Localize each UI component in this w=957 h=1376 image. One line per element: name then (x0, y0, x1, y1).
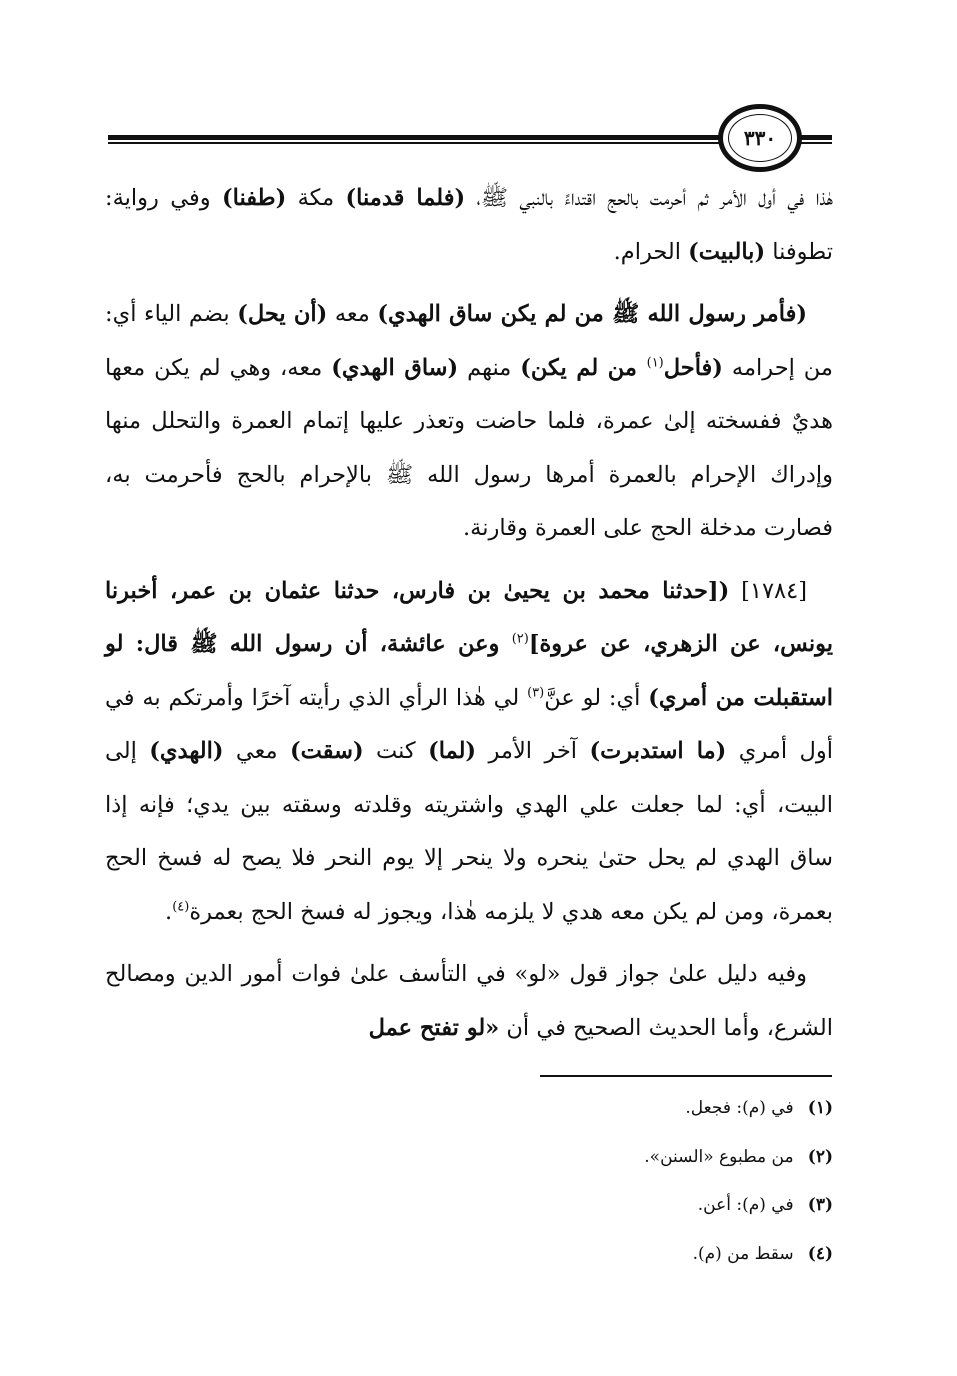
bold-text: (فلما قدمنا) (345, 185, 466, 211)
footnote-number: (١) (807, 1098, 833, 1118)
text-run: لي هٰذا الرأي الذي رأيته آخرًا وأمرتكم به في أول أمري (105, 684, 833, 764)
bold-text: من لم يكن) (520, 354, 647, 381)
text-run: معه، وهي لم يكن معها هديٌ ففسخته إلىٰ عمرة، فلما حاضت وتعذر عليها إتمام العمرة والتحلل منها وإدراك الإحرام بالعمرة أمرها رسول الله ﷺ بالإحرام بالحج فأحرمت به، فصارت مدخلة الحج على العمرة وقارنة. (105, 354, 833, 541)
footnote-number: (٤) (807, 1243, 833, 1264)
bold-text: (أن يحل) (237, 301, 328, 327)
body-text (105, 172, 833, 1064)
text-run: . (165, 898, 173, 925)
paragraph-4 (105, 948, 833, 1055)
footnote-text: في (م): أعن. (697, 1195, 794, 1215)
bold-text: (الهدي) (149, 738, 224, 764)
footnote-separator (540, 1075, 832, 1077)
footnote-text: من مطبوع «السنن». (644, 1146, 794, 1167)
bold-text: (سقت) (290, 738, 364, 764)
text-run: أي: لو عنَّ (544, 684, 649, 711)
footnote-ref: (٢) (511, 631, 529, 647)
footnotes (105, 1093, 833, 1287)
paragraph-2 (105, 288, 833, 556)
bold-text: (لما) (428, 738, 477, 764)
text-run: وفيه دليل علىٰ جواز قول «لو» في التأسف علىٰ فوات أمور الدين ومصالح الشرع، وأما الحديث الصحيح في أن (105, 961, 833, 1041)
footnote-text: سقط من (م). (692, 1243, 794, 1264)
footnote-2 (105, 1142, 833, 1191)
footnote-number: (٣) (807, 1195, 833, 1215)
bold-text: (بالبيت) (688, 238, 766, 265)
bold-text: ([حدثنا محمد بن يحيىٰ بن فارس، حدثنا عثمان بن عمر، أخبرنا يونس، عن الزهري، عن عروة] (105, 577, 833, 657)
header-rule-end (800, 135, 832, 144)
bold-text: وعن عائشة، أن رسول الله ﷺ قال: لو استقبلت من أمري) (105, 631, 833, 711)
header-rule (108, 135, 720, 144)
bold-text: (طفنا) (221, 185, 287, 211)
text-run: وفي رواية: تطوفنا (105, 185, 833, 265)
text-run: إلى البيت، أي: لما جعلت علي الهدي واشتريته وقلدته وسقته بين يدي؛ فإنه إذا ساق الهدي لم يحل حتىٰ ينحره ولا ينحر إلا يوم النحر فلا يصح له فسخ الحج بعمرة، ومن لم يكن معه هدي لا يلزمه هٰذا، ويجوز له فسخ الحج بعمرة (105, 738, 833, 925)
footnote-3 (105, 1190, 833, 1239)
page-number: ٣٣٠ (743, 126, 777, 150)
text-run: هٰذا في أول الأمر ثم أحرمت بالحج اقتداءً بالنبي ﷺ، (465, 185, 833, 211)
footnote-ref: (٣) (527, 685, 545, 700)
footnote-1 (105, 1093, 833, 1142)
text-run: معي (223, 738, 290, 764)
footnote-number: (٢) (807, 1146, 833, 1167)
text-run: كنت (363, 738, 429, 764)
bold-text: (ساق الهدي) (331, 354, 459, 381)
text-run: آخر الأمر (476, 738, 590, 764)
footnote-text: في (م): فجعل. (685, 1098, 794, 1118)
text-run: مكة (286, 185, 346, 211)
bold-text: (فأحل (663, 354, 723, 381)
text-run: منهم (458, 354, 521, 381)
footnote-4 (105, 1239, 833, 1288)
paragraph-3 (105, 565, 833, 940)
footnote-ref: (١) (646, 355, 664, 370)
bold-text: «لو تفتح عمل (368, 1014, 500, 1041)
page-number-medallion (718, 104, 802, 172)
text-run: الحرام. (613, 238, 689, 265)
bold-text: (فأمر رسول الله ﷺ من لم يكن ساق الهدي) (377, 301, 807, 327)
paragraph-1 (105, 172, 833, 279)
bold-text: (ما استدبرت) (589, 738, 727, 764)
text-run: معه (327, 301, 378, 327)
footnote-ref: (٤) (172, 899, 190, 914)
text-run: [١٧٨٤] (729, 577, 807, 604)
text-run: بضم الياء أي: من إحرامه (105, 301, 833, 381)
